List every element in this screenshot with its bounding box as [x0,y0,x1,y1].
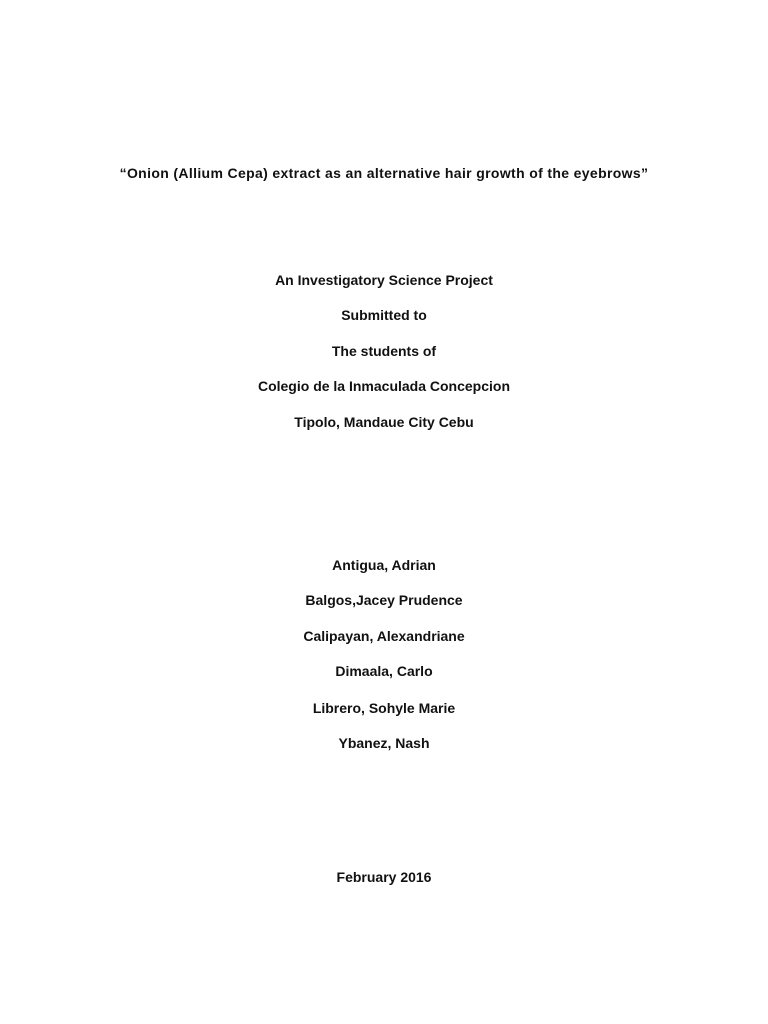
school-address: Tipolo, Mandaue City Cebu [294,414,474,430]
author-name: Librero, Sohyle Marie [312,700,456,716]
school-name: Colegio de la Inmaculada Concepcion [257,378,511,394]
author-name: Dimaala, Carlo [335,663,433,679]
document-date: February 2016 [336,869,432,885]
document-title: “Onion (Allium Cepa) extract as an alternative hair growth of the eyebrows” [119,165,649,181]
author-name: Ybanez, Nash [338,735,430,751]
author-name: Balgos,Jacey Prudence [305,592,463,608]
author-name: Calipayan, Alexandriane [303,628,465,644]
author-name: Antigua, Adrian [332,557,436,573]
submission-line: Submitted to [341,307,427,323]
submission-line: The students of [331,343,437,359]
submission-line: An Investigatory Science Project [275,272,493,288]
